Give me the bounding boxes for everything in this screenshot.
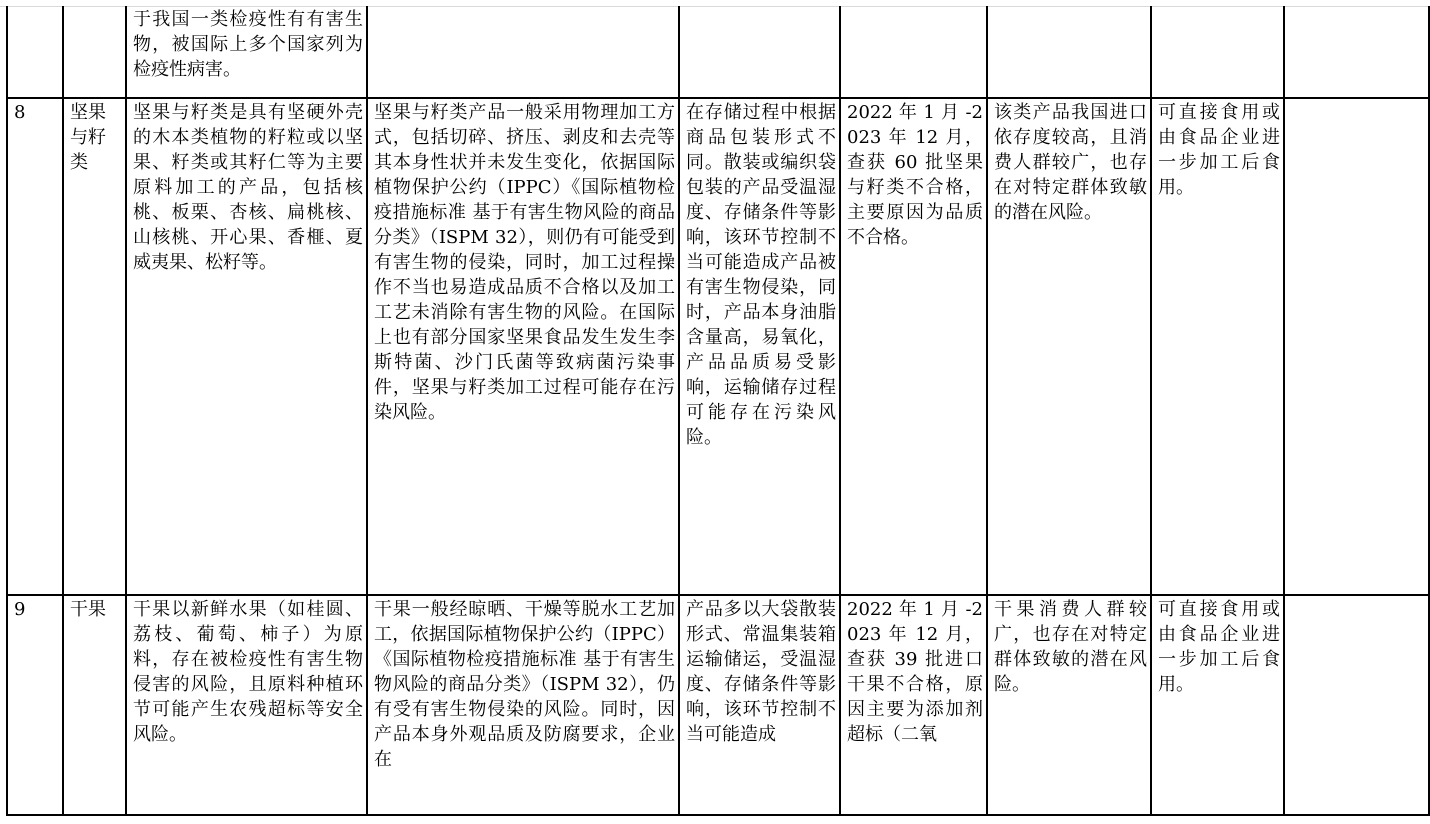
cell-usage: 可直接食用或由食品企业进一步加工后食用。: [1151, 595, 1284, 815]
cell-category: 坚果与籽类: [63, 98, 126, 595]
cell-category: 干果: [63, 595, 126, 815]
cell-no: [7, 6, 63, 98]
table-row-continued: [7, 6, 1429, 98]
cell-notes: [1284, 595, 1429, 815]
cell-consumption: 该类产品我国进口依存度较高，且消费人群较广，也存在对特定群体致敏的潜在风险。: [987, 98, 1151, 595]
cell-notes: [1284, 98, 1429, 595]
cell-process: 干果一般经晾晒、干燥等脱水工艺加工，依据国际植物保护公约（IPPC）《国际植物检疫措施标准 基于有害生物风险的商品分类》（ISPM 32），仍有受有害生物侵染的风险。同时，因产品本身外观品质及防腐要求，企业在: [367, 595, 679, 815]
cell-no: 8: [7, 98, 63, 595]
cell-storage: 在存储过程中根据商品包装形式不同。散装或编织袋包装的产品受温湿度、存储条件等影响，该环节控制不当可能造成产品被有害生物侵染，同时，产品本身油脂含量高，易氧化，产品品质易受影响，运输储存过程可能存在污染风险。: [679, 98, 840, 595]
cell-storage: [679, 6, 840, 98]
cell-storage: 产品多以大袋散装形式、常温集装箱运输储运，受温湿度、存储条件等影响，该环节控制不当可能造成: [679, 595, 840, 815]
table-row-dried-fruit: [7, 595, 1429, 815]
cell-process: 坚果与籽类产品一般采用物理加工方式，包括切碎、挤压、剥皮和去壳等其本身性状并未发生变化，依据国际植物保护公约（IPPC）《国际植物检疫措施标准 基于有害生物风险的商品分类》（ISPM 32），则仍有可能受到有害生物的侵染，同时，加工过程操作不当也易造成品质不合格以及加工工艺未消除有害生物的风险。在国际上也有部分国家坚果食品发生发生李斯特菌、沙门氏菌等致病菌污染事件，坚果与籽类加工过程可能存在污染风险。: [367, 98, 679, 595]
cell-description: 于我国一类检疫性有有害生物，被国际上多个国家列为检疫性病害。: [126, 6, 367, 98]
cell-description: 坚果与籽类是具有坚硬外壳的木本类植物的籽粒或以坚果、籽类或其籽仁等为主要原料加工的产品，包括核桃、板栗、杏核、扁桃核、山核桃、开心果、香榧、夏威夷果、松籽等。: [126, 98, 367, 595]
cell-category: [63, 6, 126, 98]
cell-description: 干果以新鲜水果（如桂圆、荔枝、葡萄、柿子）为原料，存在被检疫性有害生物侵害的风险，且原料种植环节可能产生农残超标等安全风险。: [126, 595, 367, 815]
table-row-nuts-seeds: [7, 98, 1429, 595]
cell-usage: 可直接食用或由食品企业进一步加工后食用。: [1151, 98, 1284, 595]
cell-no: 9: [7, 595, 63, 815]
cell-usage: [1151, 6, 1284, 98]
cell-process: [367, 6, 679, 98]
cell-inspection: [840, 6, 987, 98]
cell-inspection: 2022 年 1 月 -2023 年 12 月，查获 60 批坚果与籽类不合格，主要原因为品质不合格。: [840, 98, 987, 595]
cell-consumption: [987, 6, 1151, 98]
cell-consumption: 干果消费人群较广，也存在对特定群体致敏的潜在风险。: [987, 595, 1151, 815]
cell-inspection: 2022 年 1 月 -2023 年 12 月，查获 39 批进口干果不合格，原因主要为添加剂超标（二氧: [840, 595, 987, 815]
cell-notes: [1284, 6, 1429, 98]
risk-assessment-table: [6, 6, 1430, 816]
